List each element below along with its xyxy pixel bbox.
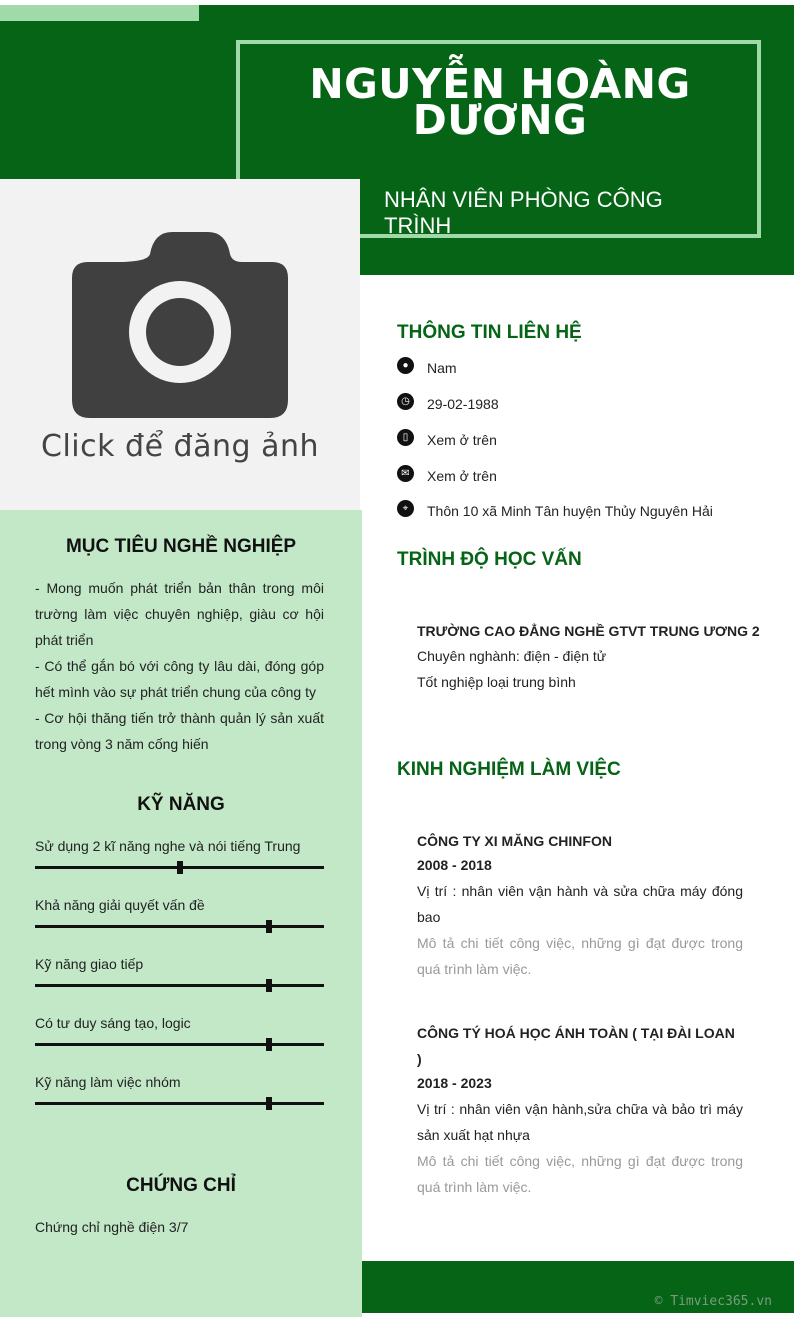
objective-line: - Mong muốn phát triển bản thân trong môi trường làm việc chuyên nghiệp, giàu cơ hội phát triển: [35, 580, 324, 648]
contact-gender-value: Nam: [427, 360, 457, 376]
candidate-name[interactable]: [240, 60, 760, 144]
skills-heading: KỸ NĂNG: [137, 794, 225, 815]
objective-text[interactable]: [35, 575, 324, 757]
job-period: 2008 - 2018: [417, 857, 492, 873]
certificate-item[interactable]: Chứng chỉ nghề điện 3/7: [35, 1219, 189, 1235]
location-icon: ⌖: [397, 500, 414, 517]
skill-slider[interactable]: [35, 1102, 324, 1105]
candidate-name-line1: NGUYỄN HOÀNG: [309, 60, 691, 108]
job-description: Mô tả chi tiết công việc, những gì đạt được trong quá trình làm việc.: [417, 1153, 743, 1195]
user-icon: ●: [397, 357, 414, 374]
education-result[interactable]: Tốt nghiệp loại trung bình: [417, 674, 576, 690]
phone-icon: ▯: [397, 429, 414, 446]
job-period: 2018 - 2023: [417, 1075, 492, 1091]
skill-slider[interactable]: [35, 866, 324, 869]
skill-label: Có tư duy sáng tạo, logic: [35, 1015, 191, 1031]
education-heading: TRÌNH ĐỘ HỌC VẤN: [397, 549, 582, 570]
job-title-line2: TRÌNH: [384, 213, 452, 238]
skill-slider[interactable]: [35, 925, 324, 928]
objective-heading: MỤC TIÊU NGHỀ NGHIỆP: [65, 536, 297, 557]
job-role: Vị trí : nhân viên vận hành và sửa chữa máy đóng bao: [417, 883, 743, 925]
skill-slider-thumb[interactable]: [266, 979, 272, 992]
education-major[interactable]: Chuyên nghành: điện - điện tử: [417, 648, 607, 664]
job-role: Vị trí : nhân viên vận hành,sửa chữa và bảo trì máy sản xuất hạt nhựa: [417, 1101, 743, 1143]
camera-icon: [72, 232, 288, 418]
contact-email-value: Xem ở trên: [427, 468, 497, 484]
education-school[interactable]: TRƯỜNG CAO ĐẲNG NGHỀ GTVT TRUNG ƯƠNG 2: [417, 623, 760, 639]
skill-label: Kỹ năng làm việc nhóm: [35, 1074, 181, 1090]
skill-label: Kỹ năng giao tiếp: [35, 956, 144, 972]
objective-line: - Có thể gắn bó với công ty lâu dài, đóng góp hết mình vào sự phát triển chung của công ty: [35, 658, 324, 700]
contact-address-value: Thôn 10 xã Minh Tân huyện Thủy Nguyên Hải: [427, 503, 713, 519]
contact-birthday-value: 29-02-1988: [427, 396, 499, 412]
job-entry[interactable]: [417, 1020, 743, 1200]
skill-slider-thumb[interactable]: [266, 1038, 272, 1051]
objective-line: - Cơ hội thăng tiến trở thành quản lý sản xuất trong vòng 3 năm cống hiến: [35, 710, 324, 752]
experience-heading: KINH NGHIỆM LÀM VIỆC: [397, 759, 621, 780]
accent-bar: [0, 5, 199, 21]
contact-heading: THÔNG TIN LIÊN HỆ: [397, 322, 582, 343]
skill-slider[interactable]: [35, 984, 324, 987]
watermark: © Timviec365.vn: [654, 1294, 772, 1309]
skill-label: Khả năng giải quyết vấn đề: [35, 897, 205, 913]
email-icon: ✉: [397, 465, 414, 482]
skill-slider-thumb[interactable]: [266, 920, 272, 933]
skill-label: Sử dụng 2 kĩ năng nghe và nói tiếng Trung: [35, 838, 301, 854]
clock-icon: ◷: [397, 393, 414, 410]
job-title-line1: NHÂN VIÊN PHÒNG CÔNG: [384, 187, 663, 212]
photo-upload-label: Click để đăng ảnh: [41, 429, 319, 464]
job-description: Mô tả chi tiết công việc, những gì đạt được trong quá trình làm việc.: [417, 935, 743, 977]
job-title[interactable]: [384, 187, 724, 239]
skill-slider-thumb[interactable]: [177, 861, 183, 874]
skill-slider-thumb[interactable]: [266, 1097, 272, 1110]
job-entry[interactable]: [417, 828, 743, 982]
skill-slider[interactable]: [35, 1043, 324, 1046]
contact-address-clip: [397, 497, 757, 519]
job-company: CÔNG TY XI MĂNG CHINFON: [417, 833, 612, 849]
photo-upload[interactable]: [0, 179, 360, 510]
candidate-name-line2: DƯƠNG: [412, 96, 588, 144]
contact-phone-value: Xem ở trên: [427, 432, 497, 448]
certificates-heading: CHỨNG CHỈ: [126, 1175, 236, 1196]
job-company: CÔNG TÝ HOÁ HỌC ÁNH TOÀN ( TẠI ĐÀI LOAN ): [417, 1025, 735, 1067]
